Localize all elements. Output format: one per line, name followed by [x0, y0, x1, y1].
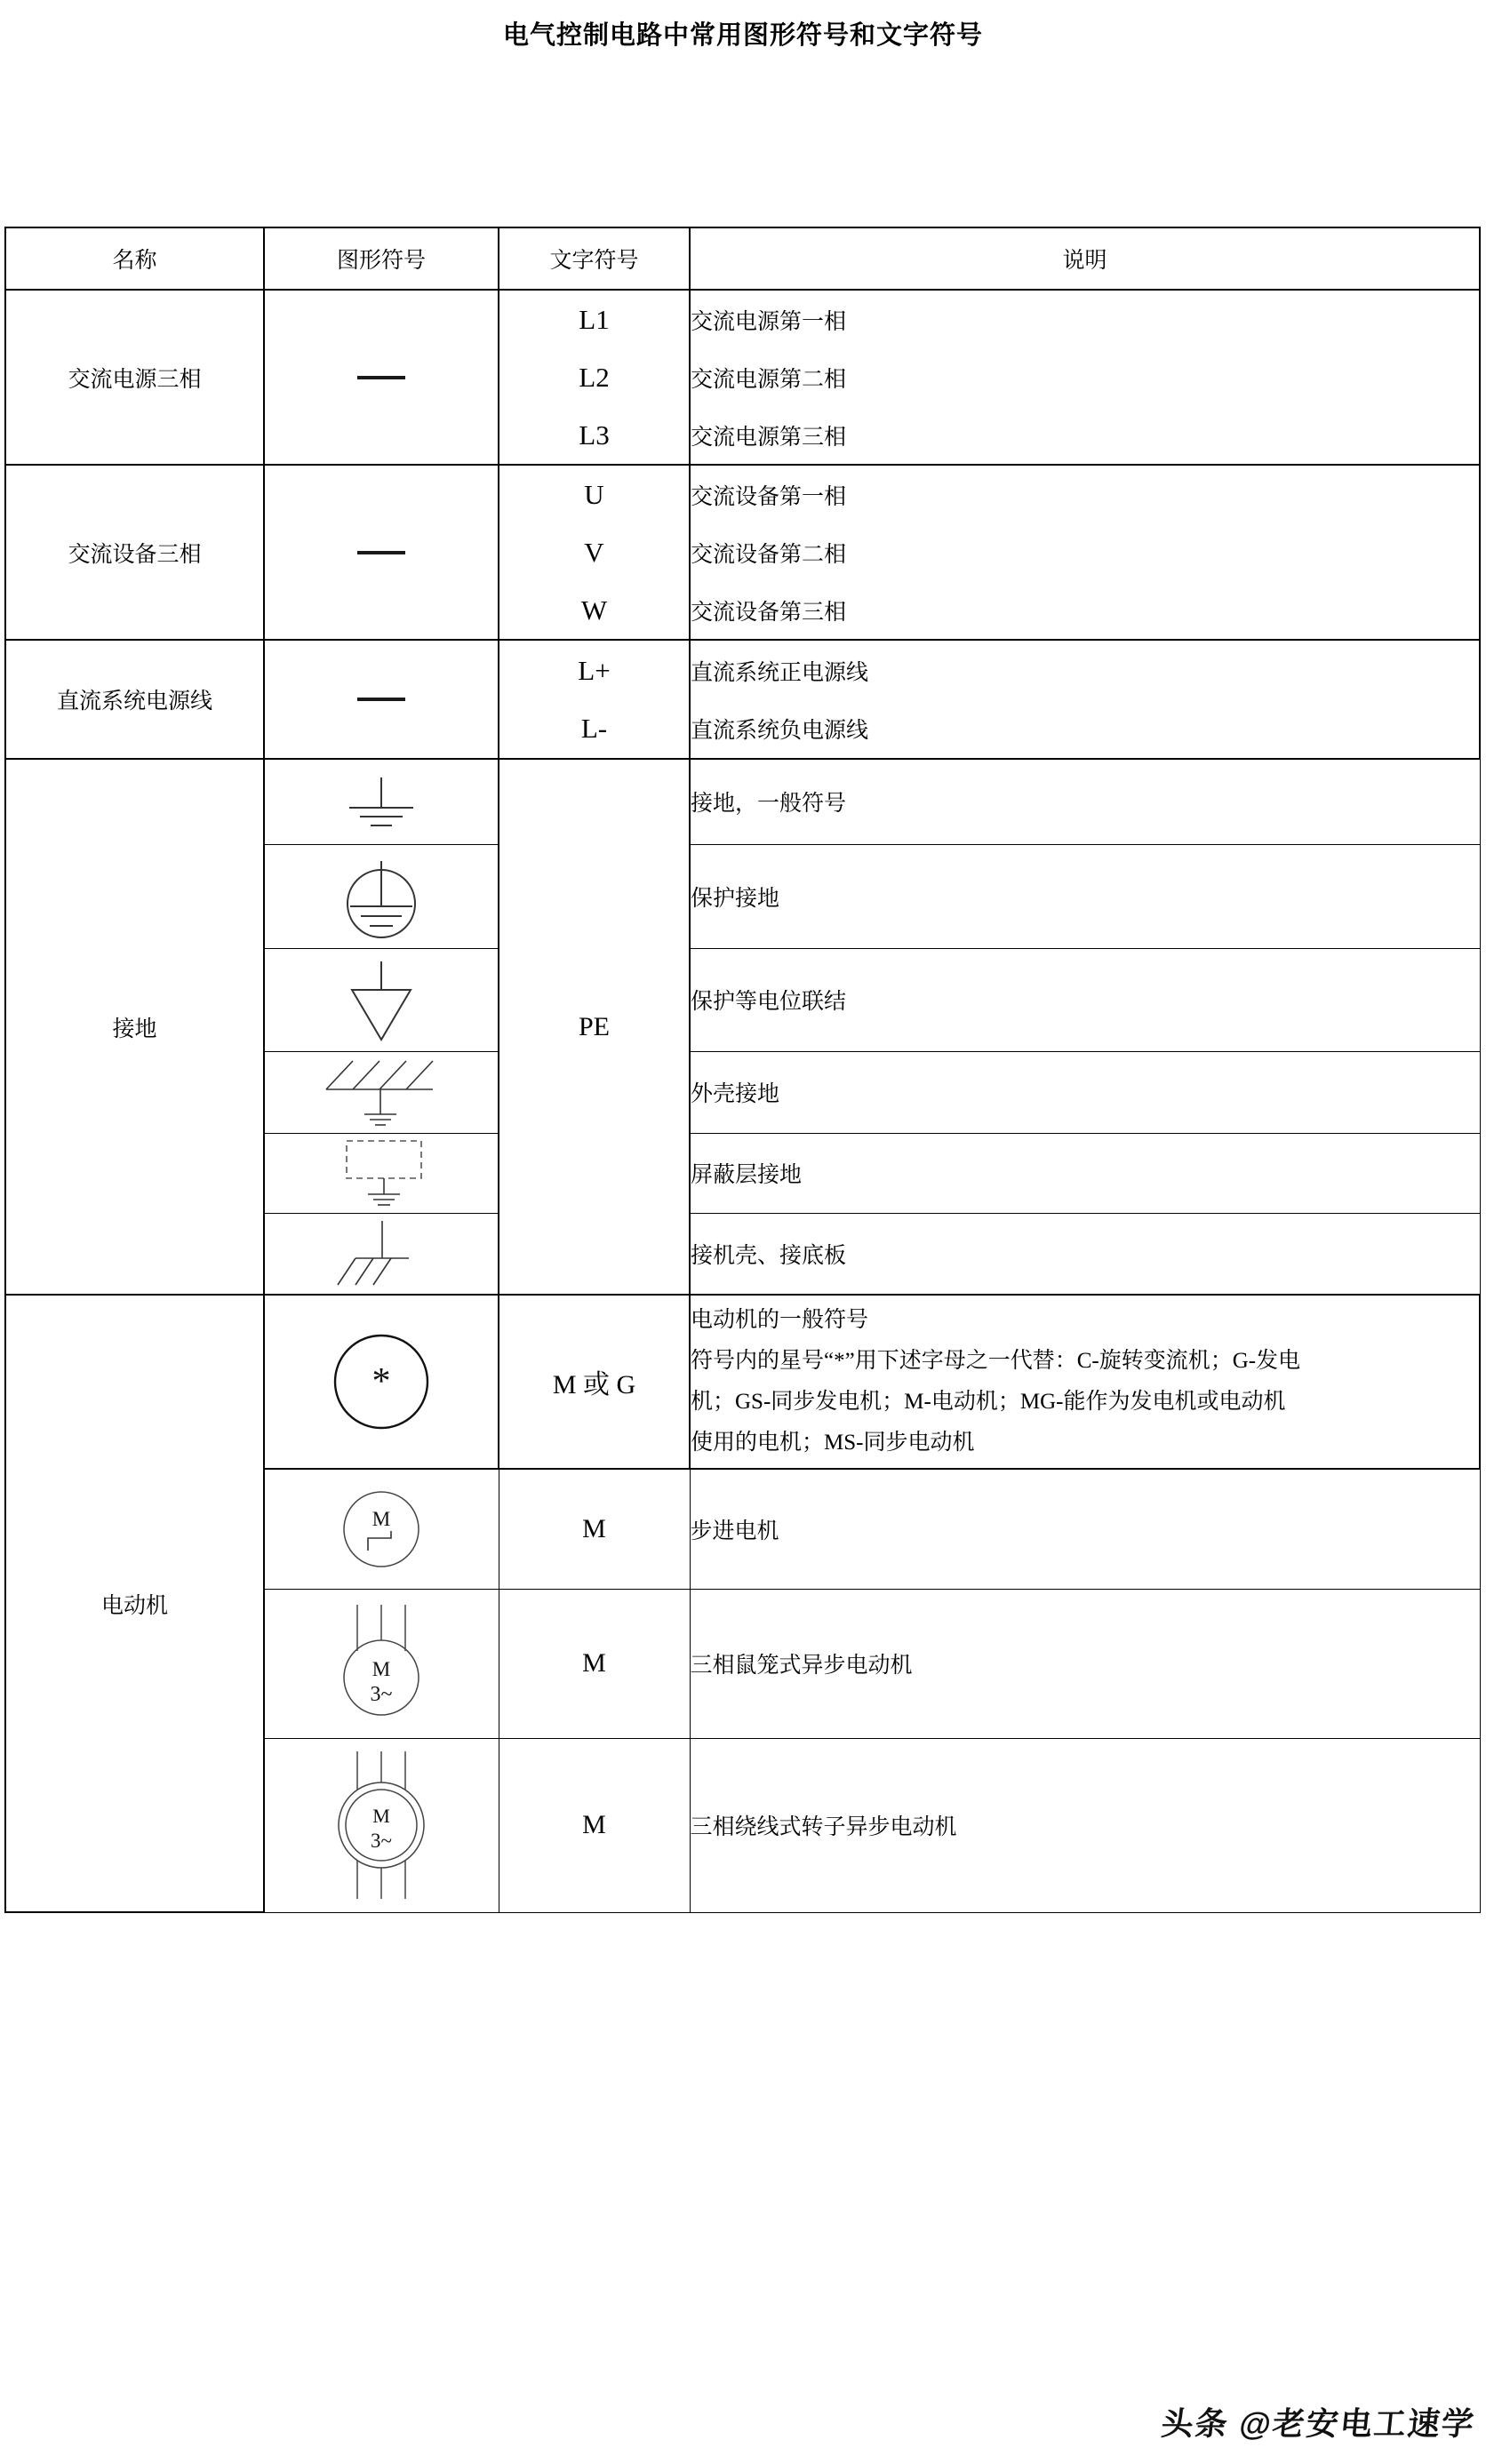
horizontal-dash-icon: [357, 376, 405, 379]
graphic-shield-ground: [264, 1133, 499, 1213]
sub-desc-lplus: 直流系统正电源线: [691, 660, 869, 685]
text-wound-rotor-motor: M: [499, 1738, 690, 1912]
graphic-equipotential: [264, 948, 499, 1051]
column-header-description: 说明: [690, 227, 1480, 290]
desc-frame-ground: 外壳接地: [690, 1051, 1480, 1133]
sub-desc-w: 交流设备第三相: [691, 600, 847, 625]
row-graphic-dc-power: [264, 640, 499, 759]
row-text-ac-power: [499, 290, 690, 465]
desc-line-3: 机；GS-同步发电机；M-电动机；MG-能作为发电机或电动机: [691, 1390, 1286, 1414]
symbols-table-container: [4, 227, 1479, 1913]
graphic-protective-earth: [264, 844, 499, 948]
graphic-stepper-motor: [264, 1469, 499, 1589]
column-header-graphic: 图形符号: [264, 227, 499, 290]
desc-earth-ground: 接地，一般符号: [690, 759, 1480, 844]
sub-desc-l2: 交流电源第二相: [691, 367, 847, 392]
squirrel-cage-motor-icon: [310, 1596, 452, 1731]
desc-shield-ground: 屏蔽层接地: [690, 1133, 1480, 1213]
column-header-text: 文字符号: [499, 227, 690, 290]
graphic-motor-general: [264, 1295, 499, 1469]
sub-desc-l1: 交流电源第一相: [691, 309, 847, 334]
table-row: [5, 759, 1480, 844]
graphic-wound-rotor-motor: [264, 1738, 499, 1912]
desc-line-2: 符号内的星号“*”用下述字母之一代替：C-旋转变流机；G-发电: [691, 1348, 1301, 1373]
desc-line-4: 使用的电机；MS-同步电动机: [691, 1431, 975, 1455]
text-squirrel-cage-motor: M: [499, 1589, 690, 1738]
column-header-name: 名称: [5, 227, 264, 290]
horizontal-dash-icon: [357, 551, 405, 554]
symbols-table: [4, 227, 1481, 1913]
desc-motor-general: [690, 1295, 1480, 1469]
desc-protective-earth: 保护接地: [690, 844, 1480, 948]
desc-wound-rotor-motor: 三相绕线式转子异步电动机: [690, 1738, 1480, 1912]
graphic-frame-ground: [264, 1051, 499, 1133]
graphic-chassis-ground: [264, 1213, 499, 1295]
watermark: 头条 @老安电工速学: [1159, 2405, 1477, 2442]
chassis-ground-icon: [304, 1216, 459, 1292]
row-name-motor: 电动机: [5, 1295, 264, 1912]
sub-text-lplus: L+: [578, 654, 611, 686]
wound-rotor-motor-icon: [310, 1742, 452, 1908]
sub-text-l3: L3: [579, 419, 610, 451]
sub-text-u: U: [584, 478, 604, 510]
text-stepper-motor: M: [499, 1469, 690, 1589]
desc-chassis-ground: 接机壳、接底板: [690, 1213, 1480, 1295]
table-row: [5, 290, 1480, 465]
horizontal-dash-icon: [357, 698, 405, 701]
page-title: 电气控制电路中常用图形符号和文字符号: [502, 21, 983, 50]
table-row: [5, 1295, 1480, 1469]
sub-desc-u: 交流设备第一相: [691, 484, 847, 509]
earth-ground-icon: [315, 762, 448, 841]
motor-m-label: M: [372, 1805, 391, 1827]
desc-squirrel-cage-motor: 三相鼠笼式异步电动机: [690, 1589, 1480, 1738]
row-graphic-ac-power: [264, 290, 499, 465]
row-desc-ac-power: [690, 290, 1480, 465]
stepper-motor-icon: [315, 1479, 448, 1579]
row-graphic-ac-device: [264, 465, 499, 640]
row-text-dc-power: [499, 640, 690, 759]
asterisk-label: *: [372, 1361, 391, 1402]
table-row: [5, 640, 1480, 759]
frame-ground-icon: [304, 1054, 459, 1130]
row-text-ac-device: [499, 465, 690, 640]
motor-m-label: M: [372, 1507, 391, 1530]
row-text-grounding: PE: [499, 759, 690, 1295]
row-name-ac-device: 交流设备三相: [5, 465, 264, 640]
table-row: [5, 465, 1480, 640]
shield-ground-icon: [304, 1136, 459, 1210]
sub-desc-v: 交流设备第二相: [691, 542, 847, 567]
text-motor-general: M 或 G: [499, 1295, 690, 1469]
sub-desc-lminus: 直流系统负电源线: [691, 718, 869, 743]
three-phase-label: 3~: [370, 1683, 393, 1706]
row-name-ac-power: 交流电源三相: [5, 290, 264, 465]
sub-text-v: V: [584, 536, 604, 568]
desc-line-1: 电动机的一般符号: [691, 1307, 869, 1332]
sub-text-l2: L2: [579, 361, 610, 393]
row-desc-ac-device: [690, 465, 1480, 640]
sub-text-w: W: [580, 594, 608, 626]
desc-stepper-motor: 步进电机: [690, 1469, 1480, 1589]
sub-text-lminus: L-: [580, 712, 608, 744]
table-header-row: [5, 227, 1480, 290]
graphic-squirrel-cage-motor: [264, 1589, 499, 1738]
motor-general-icon: [310, 1324, 452, 1439]
row-name-dc-power: 直流系统电源线: [5, 640, 264, 759]
motor-m-label: M: [372, 1658, 391, 1680]
desc-equipotential: 保护等电位联结: [690, 948, 1480, 1051]
graphic-earth-ground: [264, 759, 499, 844]
row-desc-dc-power: [690, 640, 1480, 759]
sub-desc-l3: 交流电源第三相: [691, 425, 847, 450]
row-name-grounding: 接地: [5, 759, 264, 1295]
protective-earth-icon: [315, 848, 448, 945]
three-phase-label: 3~: [371, 1830, 393, 1852]
equipotential-triangle-icon: [315, 951, 448, 1049]
sub-text-l1: L1: [579, 303, 610, 335]
